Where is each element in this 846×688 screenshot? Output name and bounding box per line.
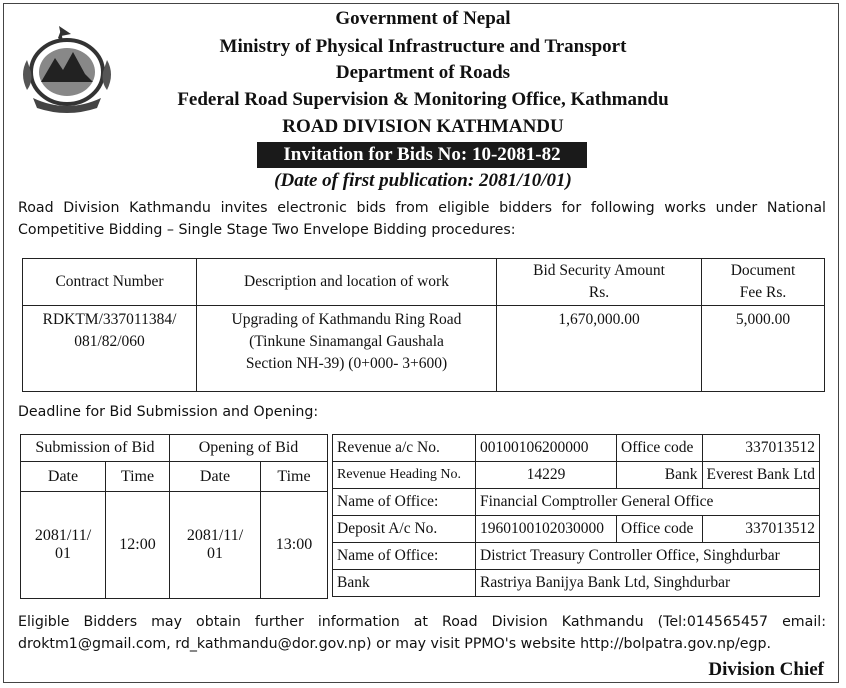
ministry-title: Ministry of Physical Infrastructure and Transport bbox=[219, 36, 627, 57]
office-name-row bbox=[333, 489, 820, 516]
bank-label: Bank bbox=[617, 462, 703, 489]
header-description: Description and location of work bbox=[197, 259, 497, 306]
deposit-label: Deposit A/c No. bbox=[333, 516, 476, 543]
submission-date-header: Date bbox=[21, 462, 106, 492]
opening-date: 2081/11/ 01 bbox=[170, 492, 261, 599]
bank-name-label: Bank bbox=[333, 570, 476, 597]
contract-number-cell: RDKTM/337011384/ 081/82/060 bbox=[23, 306, 197, 392]
table-header-row bbox=[23, 259, 825, 306]
works-table bbox=[22, 258, 825, 392]
accounts-table bbox=[332, 434, 820, 597]
division-title: ROAD DIVISION KATHMANDU bbox=[282, 116, 564, 137]
deadline-label: Deadline for Bid Submission and Opening: bbox=[18, 404, 319, 420]
office-title: Federal Road Supervision & Monitoring Office, Kathmandu bbox=[177, 89, 669, 110]
schedule-header-row bbox=[21, 435, 328, 462]
document-fee-cell: 5,000.00 bbox=[702, 306, 825, 392]
schedule-value-row bbox=[21, 492, 328, 599]
header-bid-security: Bid Security Amount Rs. bbox=[497, 259, 702, 306]
footer-paragraph: Eligible Bidders may obtain further information at Road Division Kathmandu (Tel:014565457 email: droktm1@gmail.com, rd_kathmandu@dor.gov.np) or may visit PPMO's website http://bolpatra.gov.np/egp. bbox=[18, 614, 826, 652]
revenue-ac-label: Revenue a/c No. bbox=[333, 435, 476, 462]
treasury-office-value: District Treasury Controller Office, Singhdurbar bbox=[476, 543, 820, 570]
submission-date: 2081/11/ 01 bbox=[21, 492, 106, 599]
opening-date-header: Date bbox=[170, 462, 261, 492]
invitation-banner: Invitation for Bids No: 10-2081-82 bbox=[257, 142, 587, 168]
department-title: Department of Roads bbox=[335, 62, 511, 83]
submission-time: 12:00 bbox=[106, 492, 170, 599]
revenue-heading-row bbox=[333, 462, 820, 489]
schedule-subheader-row bbox=[21, 462, 328, 492]
office-code-value: 337013512 bbox=[702, 435, 819, 462]
bank-row bbox=[333, 570, 820, 597]
deposit-row bbox=[333, 516, 820, 543]
office-name-label: Name of Office: bbox=[333, 489, 476, 516]
office-code-label: Office code bbox=[617, 435, 703, 462]
deposit-office-code-value: 337013512 bbox=[702, 516, 819, 543]
division-chief-signature: Division Chief bbox=[708, 659, 824, 680]
revenue-ac-value: 00100106200000 bbox=[476, 435, 617, 462]
submission-time-header: Time bbox=[106, 462, 170, 492]
office-name-value: Financial Comptroller General Office bbox=[476, 489, 820, 516]
deposit-office-code-label: Office code bbox=[617, 516, 703, 543]
opening-time: 13:00 bbox=[261, 492, 328, 599]
bank-name-value: Rastriya Banijya Bank Ltd, Singhdurbar bbox=[476, 570, 820, 597]
schedule-table bbox=[20, 434, 328, 599]
intro-paragraph: Road Division Kathmandu invites electronic bids from eligible bidders for following works under National Competitive Bidding – Single Stage Two Envelope Bidding procedures: bbox=[18, 200, 826, 238]
revenue-heading-label: Revenue Heading No. bbox=[333, 462, 476, 489]
revenue-ac-row bbox=[333, 435, 820, 462]
revenue-heading-value: 14229 bbox=[476, 462, 617, 489]
description-cell: Upgrading of Kathmandu Ring Road (Tinkune Sinamangal Gaushala Section NH-39) (0+000- 3+600) bbox=[197, 306, 497, 392]
header-document-fee: Document Fee Rs. bbox=[702, 259, 825, 306]
header-contract-number: Contract Number bbox=[23, 259, 197, 306]
submission-header: Submission of Bid bbox=[21, 435, 170, 462]
bank-value: Everest Bank Ltd bbox=[702, 462, 819, 489]
table-row bbox=[23, 306, 825, 392]
deposit-value: 1960100102030000 bbox=[476, 516, 617, 543]
government-title: Government of Nepal bbox=[335, 8, 511, 29]
treasury-office-row bbox=[333, 543, 820, 570]
bid-security-cell: 1,670,000.00 bbox=[497, 306, 702, 392]
opening-header: Opening of Bid bbox=[170, 435, 328, 462]
publication-date: (Date of first publication: 2081/10/01) bbox=[274, 170, 572, 191]
treasury-office-label: Name of Office: bbox=[333, 543, 476, 570]
opening-time-header: Time bbox=[261, 462, 328, 492]
